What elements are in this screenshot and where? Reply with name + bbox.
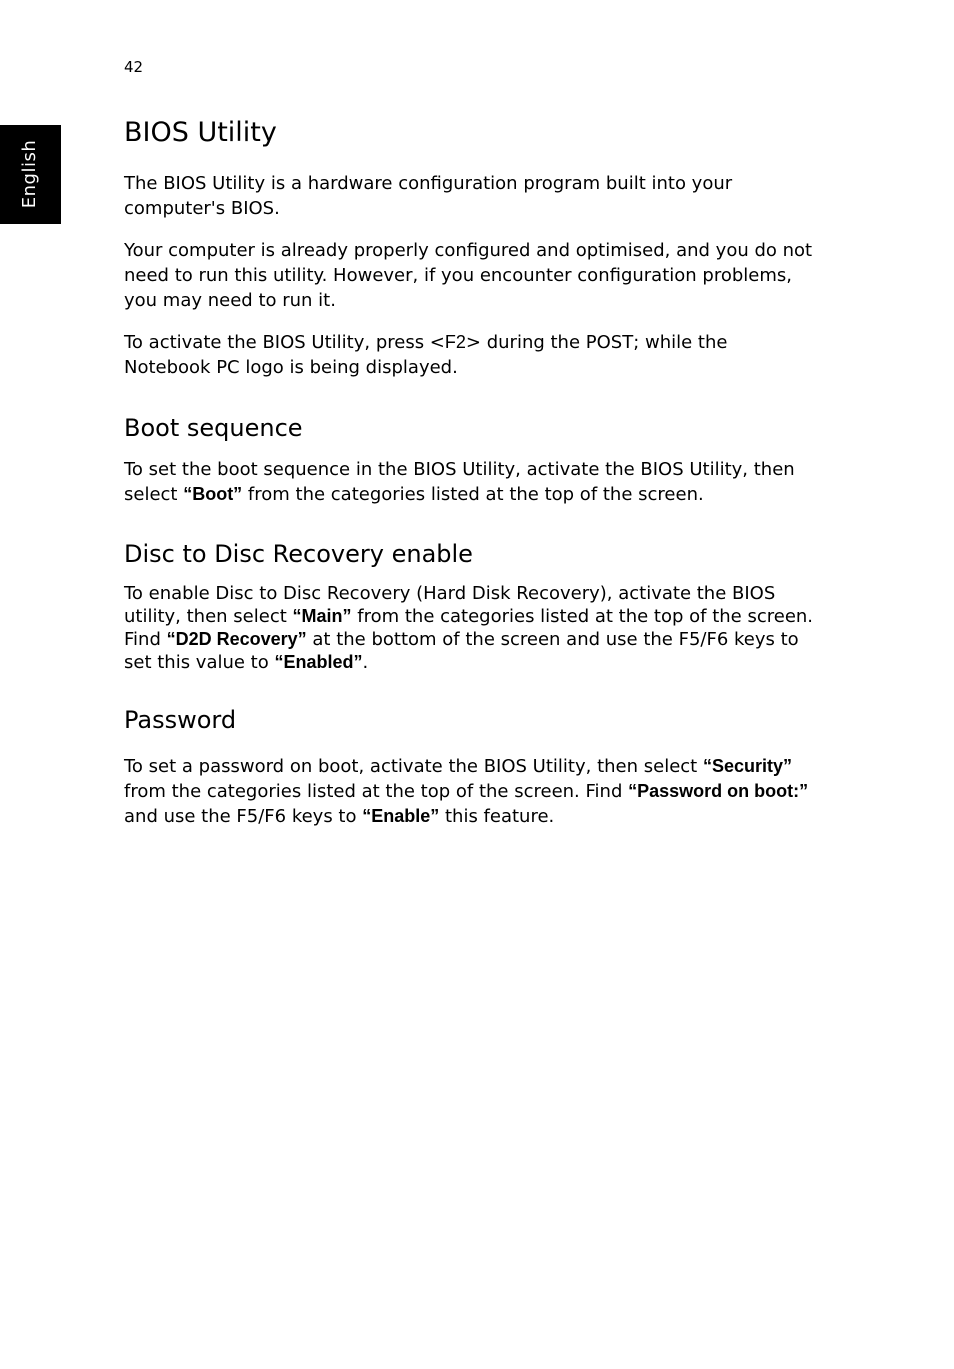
section-title-bios-utility: BIOS Utility: [124, 117, 277, 148]
password-text-2: from the categories listed at the top of the screen. Find: [124, 781, 629, 802]
security-option-label: “Security”: [702, 756, 792, 776]
disc-recovery-text-2: from the categories listed at the top of the screen. Find: [124, 606, 814, 650]
language-tab-label: English: [19, 139, 40, 209]
password-text-3: and use the F5/F6 keys to: [124, 806, 363, 827]
section-title-disc-recovery: Disc to Disc Recovery enable: [124, 540, 473, 568]
bios-utility-paragraph-3-text-after: > during the POST; while the Notebook PC logo is being displayed.: [124, 332, 728, 378]
boot-sequence-text-after: from the categories listed at the top of the screen.: [242, 484, 704, 505]
bios-utility-paragraph-1: The BIOS Utility is a hardware configuration program built into your computer's BIOS.: [124, 173, 733, 219]
d2d-recovery-option-label: “D2D Recovery”: [166, 629, 307, 649]
password-text-4: this feature.: [439, 806, 555, 827]
bios-utility-paragraph-2: Your computer is already properly configured and optimised, and you do not need to run this utility. However, if you encounter configuration problems, you may need to run it.: [124, 240, 813, 311]
page-number: 42: [124, 58, 144, 76]
section-title-boot-sequence: Boot sequence: [124, 414, 303, 442]
disc-recovery-text-4: .: [362, 652, 369, 673]
f2-key-label: F2: [444, 332, 466, 352]
bios-utility-paragraph-3: [124, 330, 814, 380]
password-text-1: To set a password on boot, activate the BIOS Utility, then select: [124, 756, 703, 777]
disc-recovery-text-3: at the bottom of the screen and use the F5/F6 keys to set this value to: [124, 629, 799, 673]
language-tab: [0, 125, 61, 224]
boot-option-label: “Boot”: [183, 484, 243, 504]
enabled-option-label: “Enabled”: [274, 652, 363, 672]
section-title-password: Password: [124, 706, 237, 734]
password-on-boot-option-label: “Password on boot:”: [628, 781, 809, 801]
disc-recovery-text-1: To enable Disc to Disc Recovery (Hard Disk Recovery), activate the BIOS utility, then select: [124, 583, 776, 627]
bios-utility-paragraph-3-text-before: To activate the BIOS Utility, press <: [124, 332, 445, 353]
boot-sequence-paragraph: [124, 457, 814, 507]
password-paragraph: [124, 754, 814, 829]
boot-sequence-text-before: To set the boot sequence in the BIOS Utility, activate the BIOS Utility, then select: [124, 459, 795, 505]
main-option-label: “Main”: [292, 606, 352, 626]
enable-option-label: “Enable”: [362, 806, 440, 826]
disc-recovery-paragraph: [124, 582, 814, 674]
